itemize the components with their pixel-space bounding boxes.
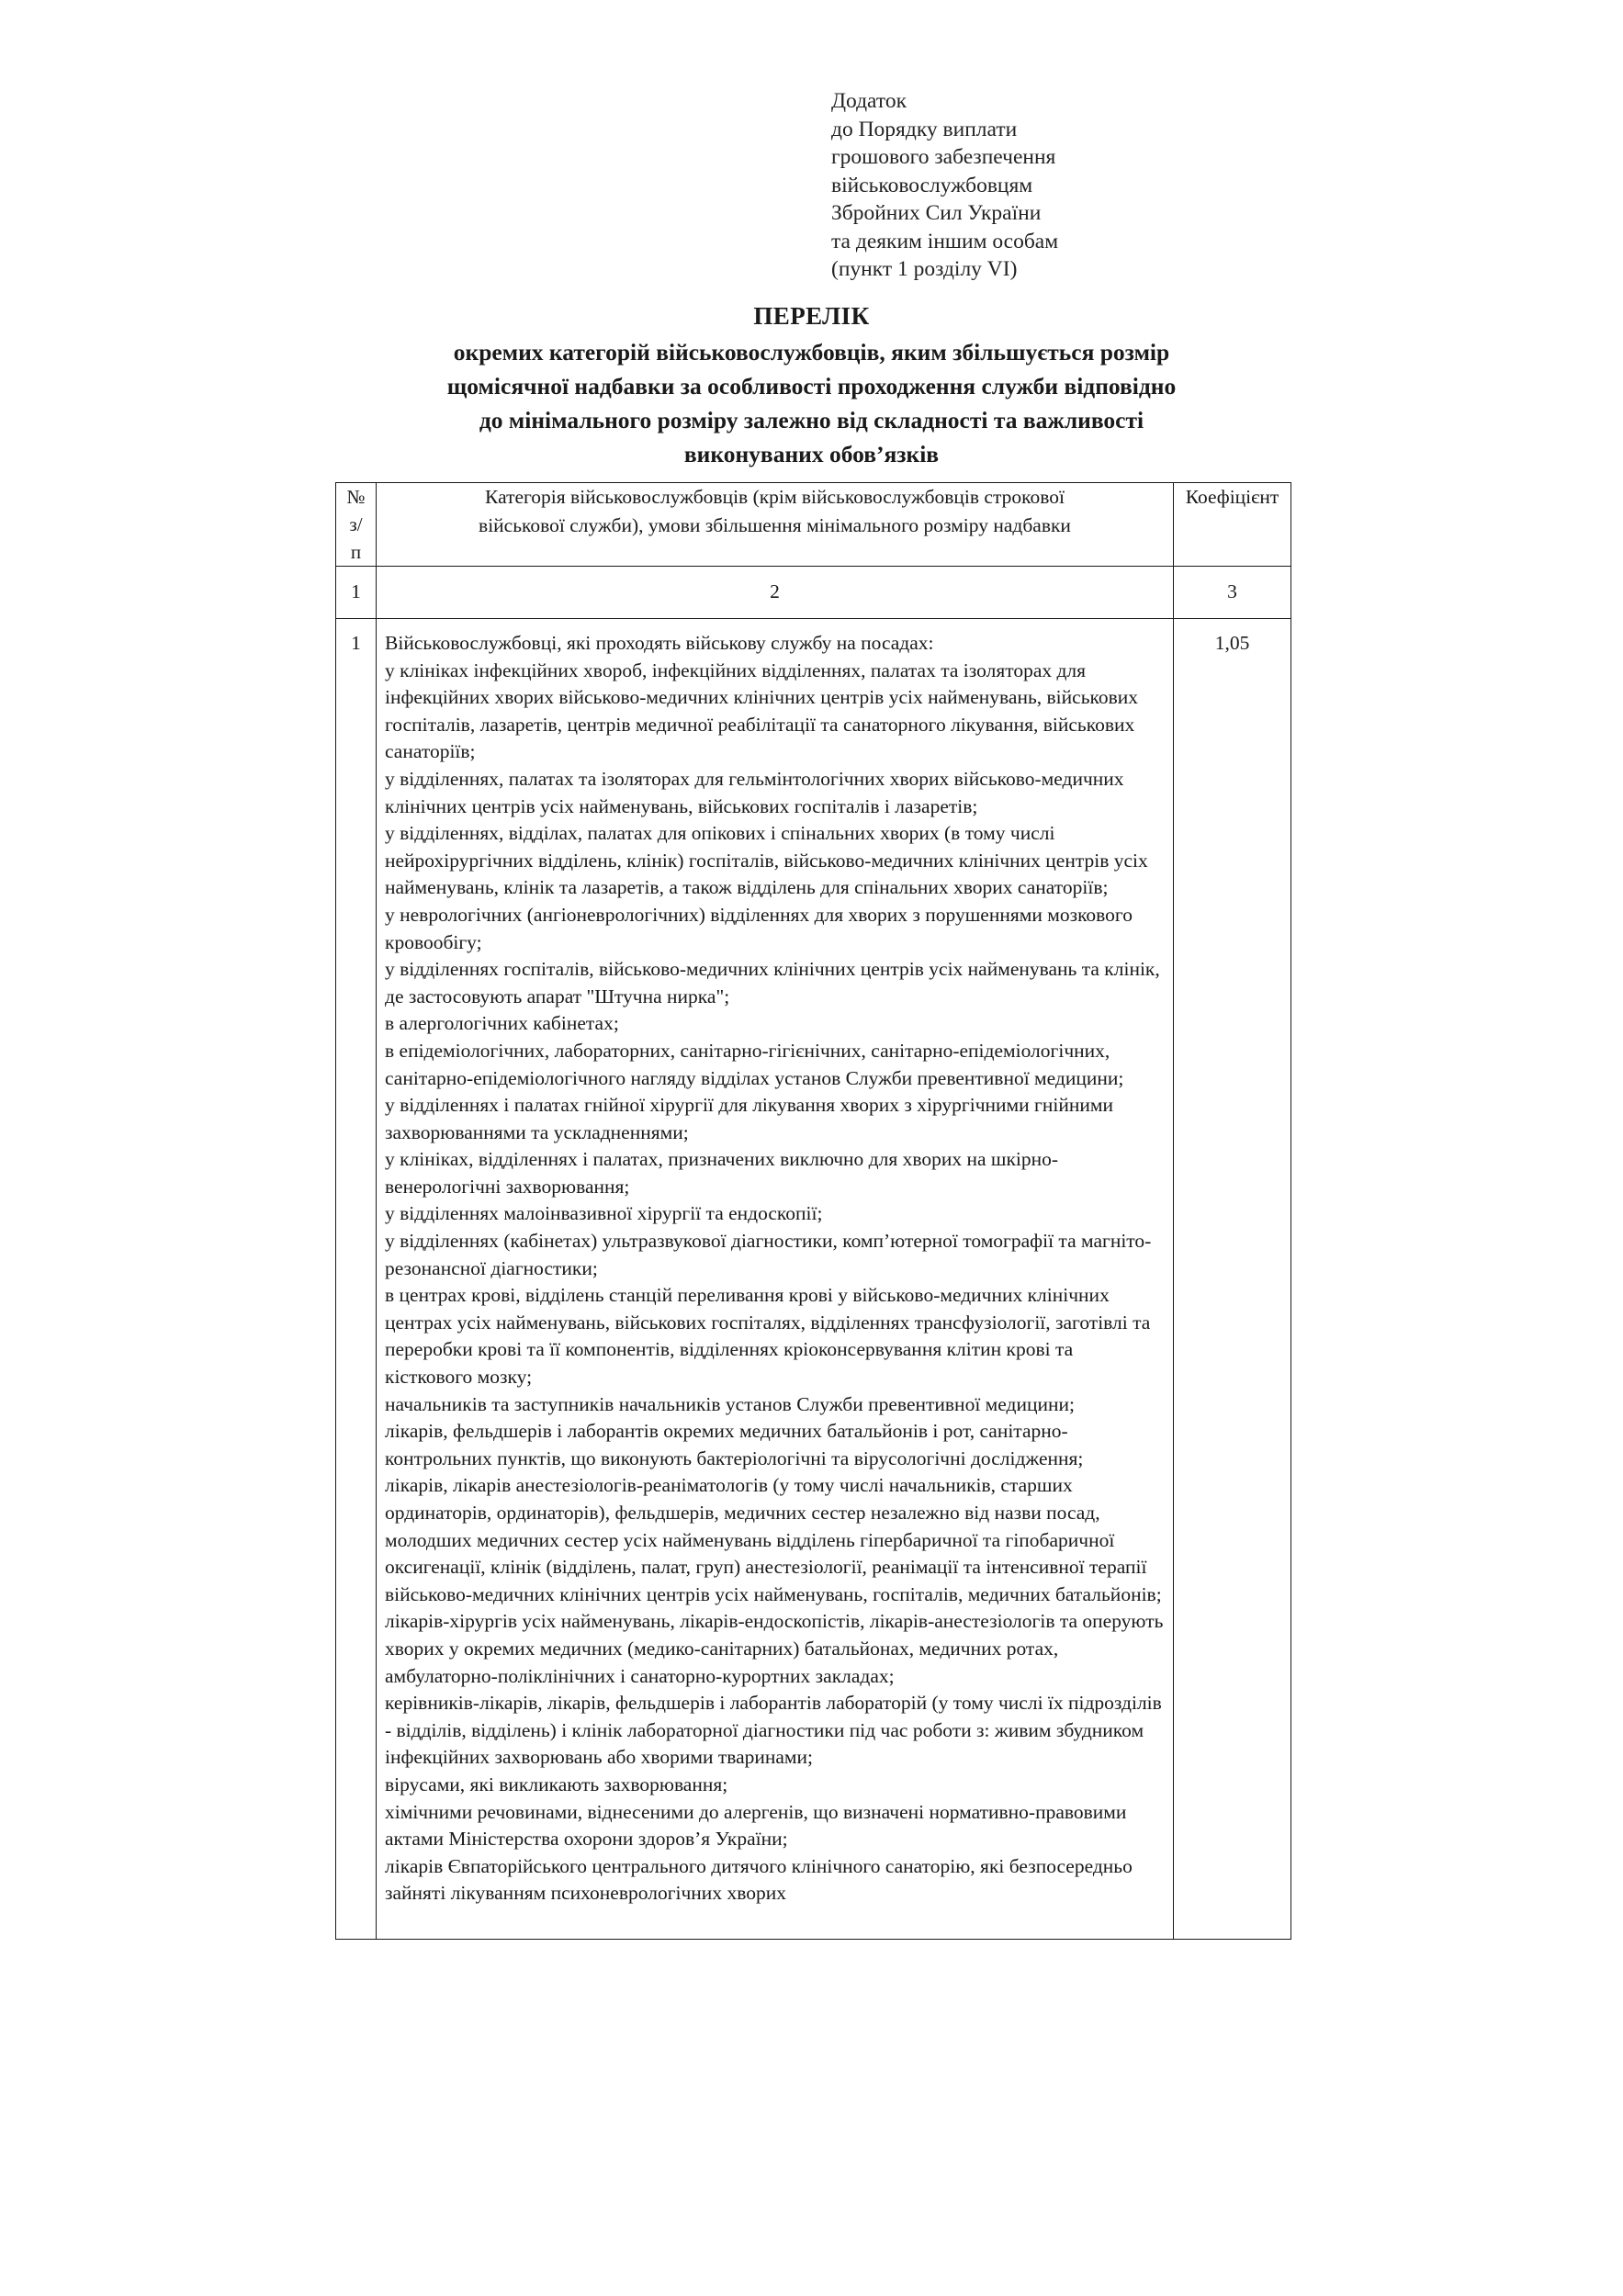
header-number-line-1: № [346,486,366,508]
appendix-line-3: грошового забезпечення [831,145,1056,169]
header-cell-coefficient: Коефіцієнт [1174,483,1291,567]
title-subtitle [0,333,1623,471]
category-paragraph: лікарів-хірургів усіх найменувань, лікарів-ендоскопістів, лікарів-анестезіологів та оперують хворих у окремих медичних (медико-санітарних) батальйонах, медичних ротах, амбулаторно-поліклінічних і санаторно-курортних закладах; [385,1610,1164,1687]
row-category-content [377,619,1174,1940]
category-paragraph: лікарів, лікарів анестезіологів-реаніматологів (у тому числі начальників, старших ординаторів, ординаторів), фельдшерів, медичних сестер незалежно від назви посад, молодших медичних сестер усіх найменувань відділень гіпербаричної та гіпобаричної оксигенації, клінік (відділень, палат, груп) анестезіології, реанімації та інтенсивної терапії військово-медичних клінічних центрів усіх найменувань, госпіталів, медичних батальйонів; [385,1474,1162,1605]
category-paragraph: у клініках, відділеннях і палатах, призначених виключно для хворих на шкірно-венерологічні захворювання; [385,1148,1059,1198]
header-number-line-3: п [350,541,362,563]
appendix-line-1: Додаток [831,89,907,113]
category-paragraph: у відділеннях (кабінетах) ультразвукової діагностики, комп’ютерної томографії та магніто-резонансної діагностики; [385,1230,1152,1279]
category-paragraph: у відділеннях і палатах гнійної хірургії для лікування хворих з хірургічними гнійними захворюваннями та ускладненнями; [385,1094,1113,1143]
appendix-line-2: до Порядку виплати [831,117,1018,141]
title-subtitle-line-2: щомісячної надбавки за особливості проходження служби відповідно [446,373,1177,400]
categories-table-wrapper [335,482,1291,1940]
header-category-line-2: військової служби), умови збільшення мінімального розміру надбавки [479,514,1071,536]
table-row [336,619,1291,1940]
column-number-3: 3 [1174,567,1291,619]
category-paragraph: в епідеміологічних, лабораторних, санітарно-гігієнічних, санітарно-епідеміологічних, санітарно-епідеміологічного нагляду відділах установ Служби превентивної медицини; [385,1039,1124,1089]
category-paragraph: у відділеннях малоінвазивної хірургії та ендоскопії; [385,1202,823,1225]
appendix-line-4: військовослужбовцям [831,173,1033,197]
category-paragraph: хімічними речовинами, віднесеними до алергенів, що визначені нормативно-правовими актами Міністерства охорони здоров’я України; [385,1800,1127,1851]
appendix-line-5: Збройних Сил України [831,201,1042,225]
title-subtitle-line-3: до мінімального розміру залежно від складності та важливості [479,407,1144,433]
header-category-line-1: Категорія військовослужбовців (крім військовослужбовців строкової [485,486,1065,508]
title-subtitle-line-4: виконуваних обов’язків [683,441,940,467]
appendix-line-7: (пункт 1 розділу VI) [831,257,1018,281]
row-coefficient: 1,05 [1174,619,1291,1940]
category-paragraph: керівників-лікарів, лікарів, фельдшерів і лаборантів лабораторій (у тому числі їх підрозділів - відділів, відділень) і клінік лабораторної діагностики під час роботи з: живим збудником інфекційних захворювань або хворими тваринами; [385,1692,1162,1769]
appendix-line-6: та деяким іншим особам [831,229,1059,253]
category-paragraph: у відділеннях, відділах, палатах для опікових і спінальних хворих (в тому числі нейрохірургічних відділень, клінік) госпіталів, військово-медичних клінічних центрів усіх найменувань, клінік та лазаретів, а також відділень для спінальних хворих санаторіїв; [385,822,1148,899]
column-number-2: 2 [377,567,1174,619]
column-number-1: 1 [336,567,377,619]
header-cell-category [377,483,1174,567]
category-paragraph: вірусами, які викликають захворювання; [385,1773,728,1795]
category-paragraph: в алергологічних кабінетах; [385,1012,619,1035]
page-title [0,298,1623,471]
appendix-reference-block [831,87,1217,284]
header-cell-number [336,483,377,567]
category-paragraph: начальників та заступників начальників установ Служби превентивної медицини; [385,1392,1075,1415]
category-paragraph: у відділеннях госпіталів, військово-медичних клінічних центрів усіх найменувань та клінік, де застосовують апарат "Штучна нирка"; [385,958,1160,1007]
category-paragraph: у відділеннях, палатах та ізоляторах для гельмінтологічних хворих військово-медичних клінічних центрів усіх найменувань, військових госпіталів і лазаретів; [385,767,1124,817]
category-paragraph: Військовослужбовці, які проходять військову службу на посадах: [385,632,934,654]
row-number: 1 [336,619,377,1940]
category-paragraph: у клініках інфекційних хвороб, інфекційних відділеннях, палатах та ізоляторах для інфекційних хворих військово-медичних клінічних центрів усіх найменувань, військових госпіталів, лазаретів, центрів медичної реабілітації та санаторного лікування, військових санаторіїв; [385,658,1139,763]
header-number-line-2: з/ [349,513,363,535]
title-subtitle-line-1: окремих категорій військовослужбовців, яким збільшується розмір [453,339,1170,366]
category-paragraph: в центрах крові, відділень станцій переливання крові у військово-медичних клінічних центрах усіх найменувань, військових госпіталях, відділеннях трансфузіології, заготівлі та переробки крові та її компонентів, відділеннях кріоконсервування клітин крові та кісткового мозку; [385,1284,1151,1389]
table-column-number-row [336,567,1291,619]
categories-table [335,482,1291,1940]
category-paragraph: лікарів Євпаторійського центрального дитячого клінічного санаторію, які безпосередньо зайняті лікуванням психоневрологічних хворих [385,1854,1133,1905]
table-header-row [336,483,1291,567]
category-paragraph: у неврологічних (ангіоневрологічних) відділеннях для хворих з порушеннями мозкового кровообігу; [385,903,1133,953]
title-heading: ПЕРЕЛІК [753,302,870,330]
category-paragraph: лікарів, фельдшерів і лаборантів окремих медичних батальйонів і рот, санітарно-контрольних пунктів, що виконують бактеріологічні та вірусологічні дослідження; [385,1420,1084,1469]
